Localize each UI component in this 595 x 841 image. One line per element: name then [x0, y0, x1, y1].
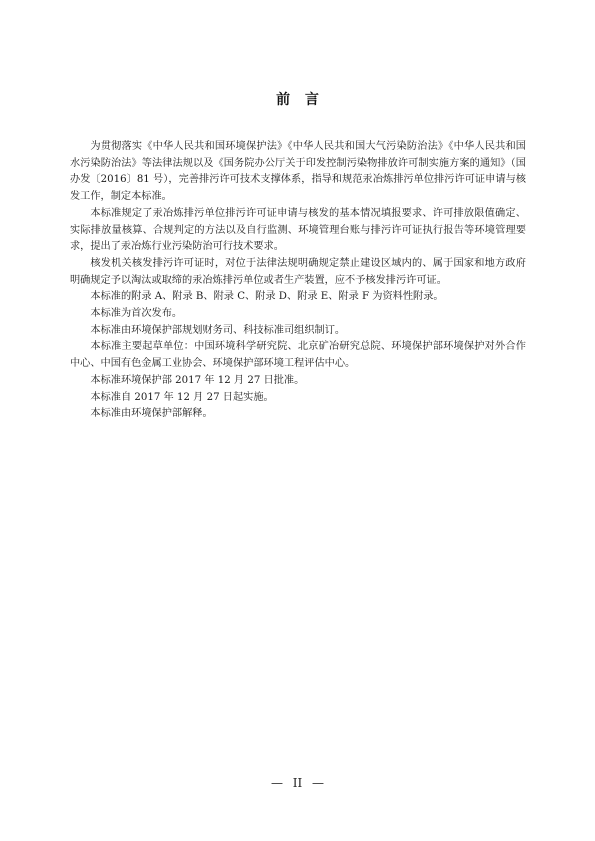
paragraph-organizer: 本标准由环境保护部规划财务司、科技标准司组织制订。 [90, 324, 346, 336]
paragraph-interpretation: 本标准由环境保护部解释。 [90, 408, 213, 420]
preface-title: 前 言 [276, 92, 319, 108]
paragraph-drafting-units: 本标准主要起草单位：中国环境科学研究院、北京矿冶研究总院、环境保护部环境保护对外合作中心、中国有色金属工业协会、环境保护部环境工程评估中心。 [70, 341, 526, 370]
preface-body [70, 139, 526, 423]
paragraph-issuance-restriction: 核发机关核发排污许可证时，对位于法律法规明确规定禁止建设区域内的、属于国家和地方政府明确规定予以淘汰或取缔的汞冶炼排污单位或者生产装置，应不予核发排污许可证。 [70, 257, 526, 286]
paragraph-scope: 本标准规定了汞冶炼排污单位排污许可证申请与核发的基本情况填报要求、许可排放限值确定、实际排放量核算、合规判定的方法以及自行监测、环境管理台账与排污许可证执行报告等环境管理要求，提出了汞冶炼行业污染防治可行技术要求。 [70, 207, 526, 253]
page-number: — II — [270, 776, 325, 790]
paragraph-effective-date: 本标准自 2017 年 12 月 27 日起实施。 [90, 391, 274, 403]
paragraph-approval-date: 本标准环境保护部 2017 年 12 月 27 日批准。 [90, 374, 305, 386]
paragraph-purpose: 为贯彻落实《中华人民共和国环境保护法》《中华人民共和国大气污染防治法》《中华人民共和国水污染防治法》等法律法规以及《国务院办公厅关于印发控制污染物排放许可制实施方案的通知》（国办发〔2016〕81 号），完善排污许可技术支撑体系，指导和规范汞冶炼排污单位排污许可证申请与核发工作，制定本标准。 [70, 141, 526, 203]
paragraph-appendices: 本标准的附录 A、附录 B、附录 C、附录 D、附录 E、附录 F 为资料性附录。 [90, 291, 444, 303]
paragraph-first-release: 本标准为首次发布。 [90, 308, 183, 320]
